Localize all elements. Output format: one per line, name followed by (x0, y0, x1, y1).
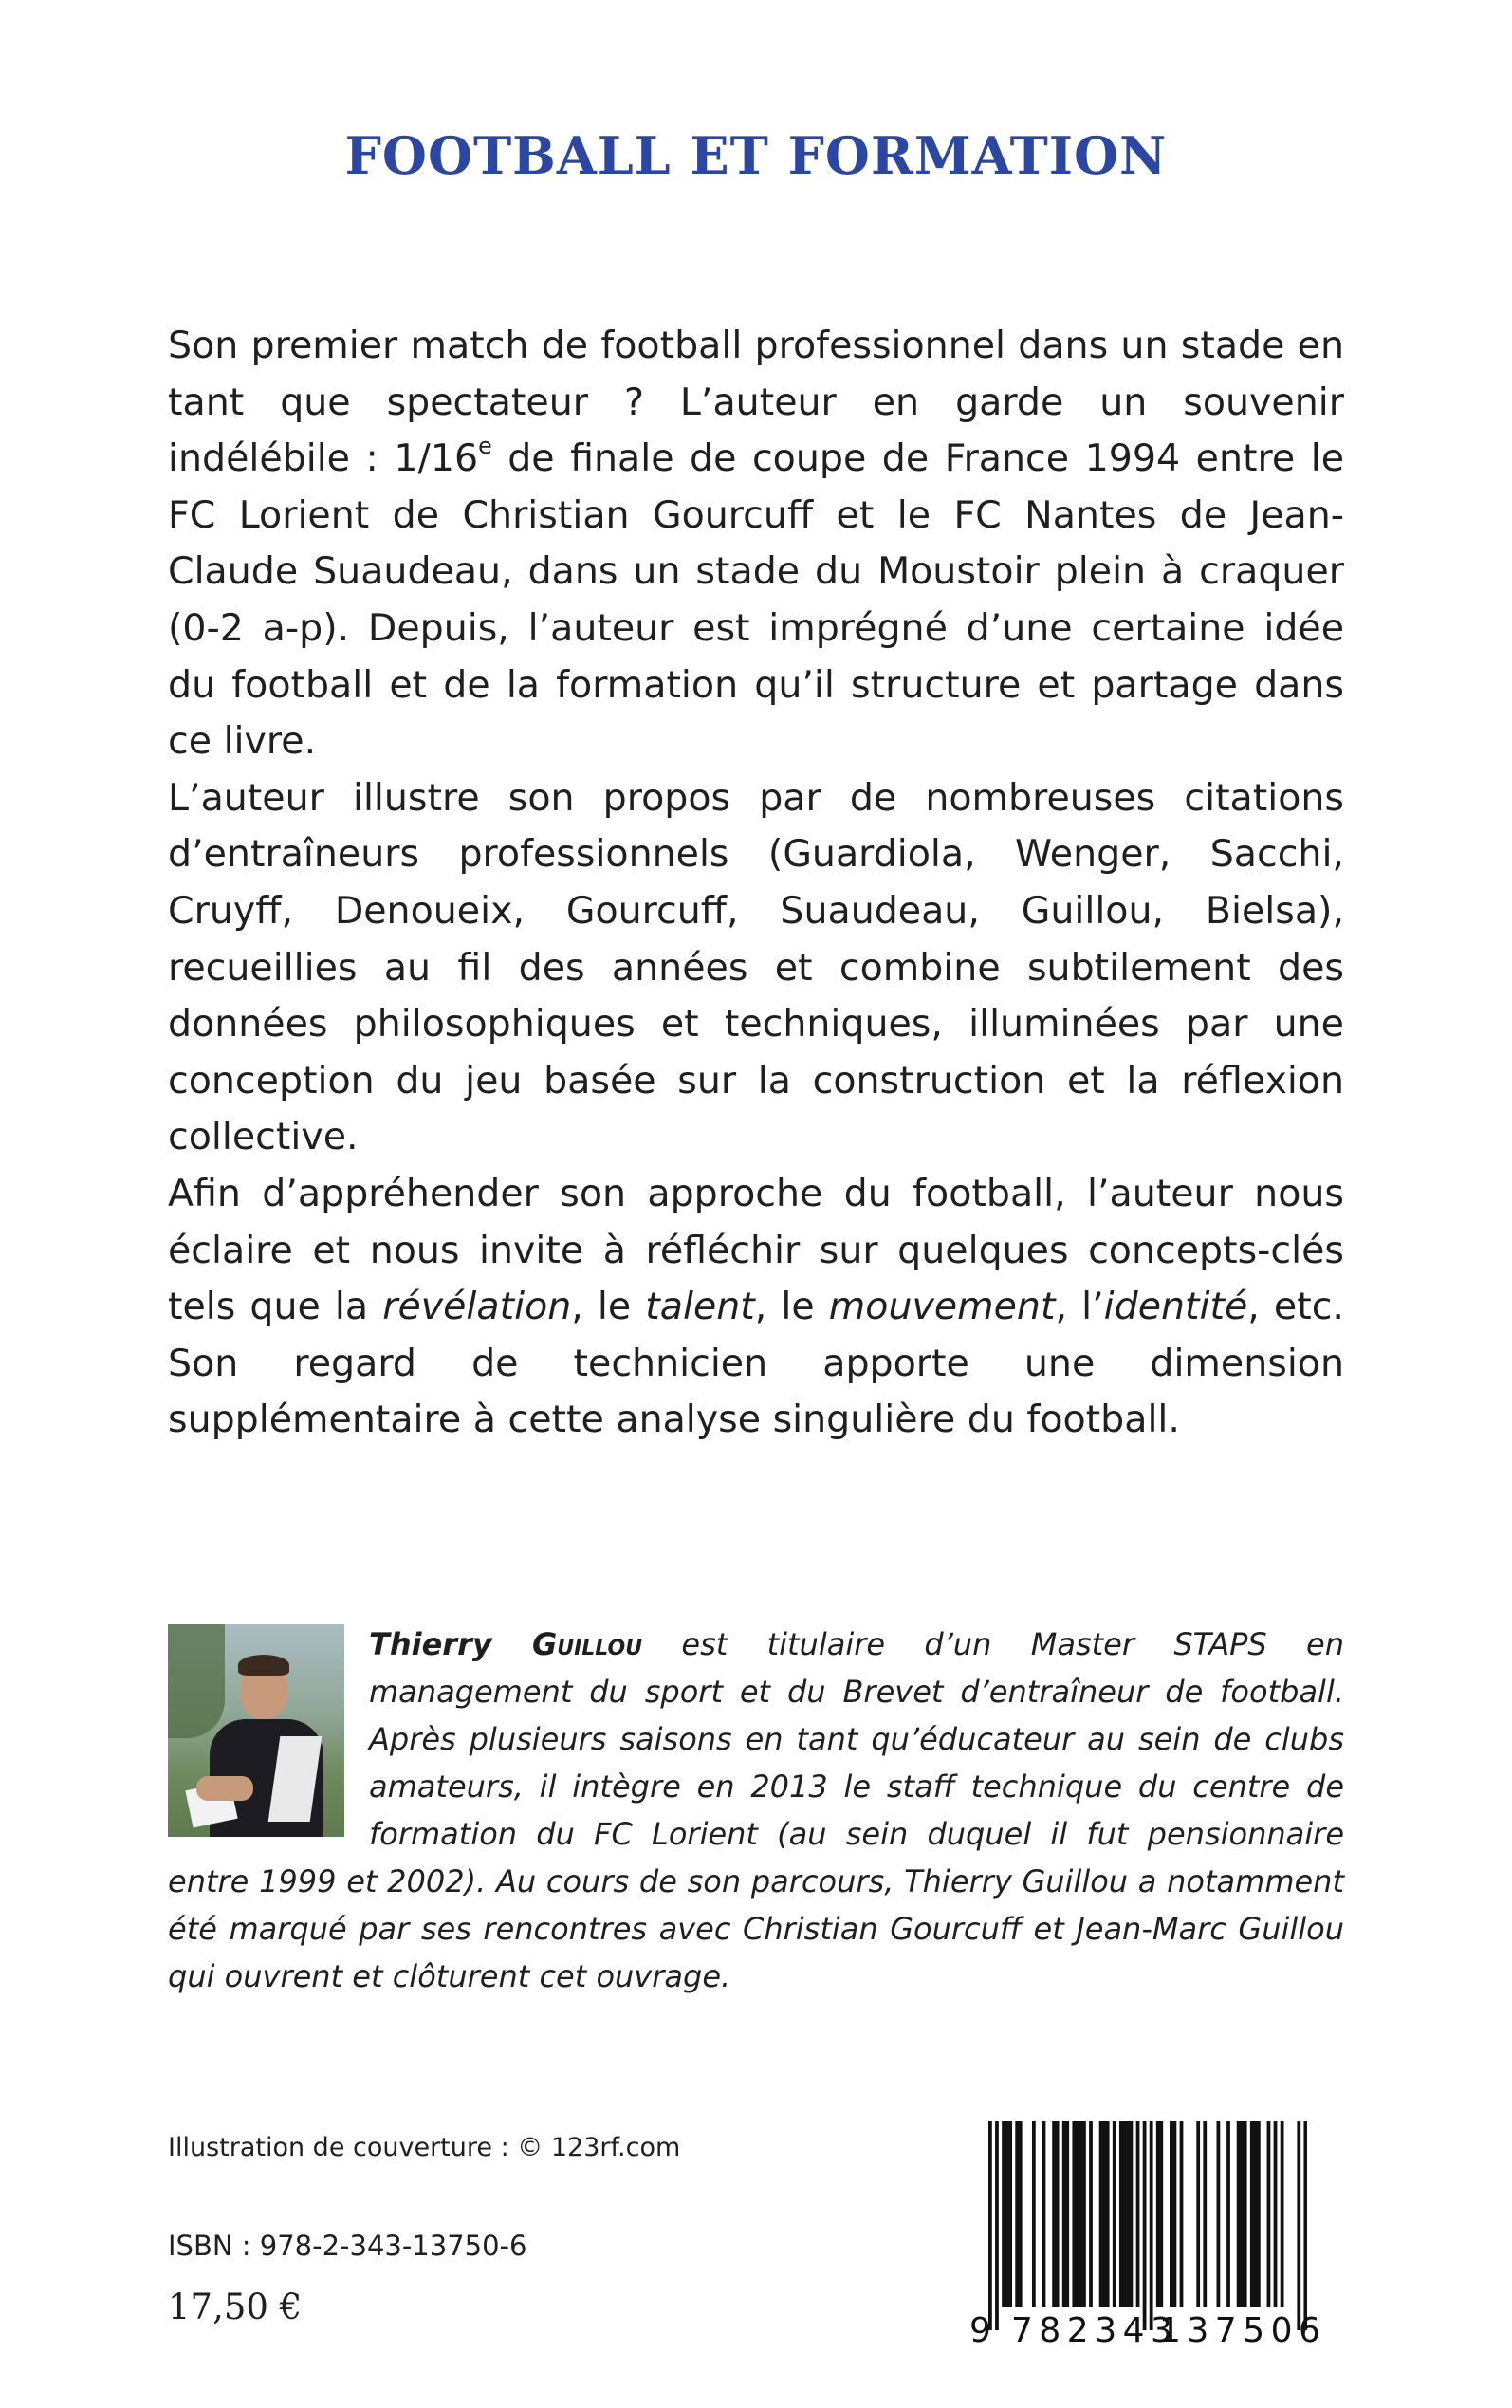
barcode-bar (1159, 2121, 1163, 2307)
barcode-bar (1089, 2121, 1093, 2307)
barcode-digits (969, 2311, 1326, 2353)
barcode-bar (1113, 2121, 1116, 2307)
barcode-right-digits: 137506 (1159, 2311, 1327, 2350)
barcode-bar (1106, 2121, 1110, 2307)
book-title: FOOTBALL ET FORMATION (344, 125, 1168, 186)
barcode-bar (1099, 2121, 1103, 2307)
barcode-bar (1237, 2121, 1241, 2307)
barcode-bar (1079, 2121, 1082, 2307)
barcode-bar (1253, 2121, 1257, 2307)
cover-illustration-credit: Illustration de couverture : © 123rf.com (168, 2133, 681, 2162)
barcode-bar (1076, 2121, 1079, 2307)
author-last-name-initial: G (531, 1626, 558, 1662)
barcode-bar (1267, 2121, 1271, 2307)
barcode-bar (1240, 2121, 1244, 2307)
author-bio (168, 1621, 1344, 2000)
barcode-bar (1065, 2121, 1069, 2307)
barcode-bar (1062, 2121, 1066, 2307)
barcode-bar (1102, 2121, 1106, 2307)
barcode (969, 2112, 1326, 2355)
blurb-paragraph-1: Son premier match de football professionnel dans un stade en tant que spectateur ? L’auteur en garde un souvenir indélébile : 1/16e de finale de coupe de France 1994 entre le FC Lorient de Christian Gourcuff et le FC Nantes de Jean-Claude Suaudeau, dans un stade du Moustoir plein à craquer (0-2 a-p). Depuis, l’auteur est imprégné d’une certaine idée du football et de la formation qu’il structure et partage dans ce livre. (168, 324, 1344, 764)
author-bio-text: est titulaire d’un Master STAPS en management du sport et du Brevet d’entraîneur de football. Après plusieurs saisons en tant qu’éducateur au sein de clubs amateurs, il intègre en 2013 le staff technique du centre de formation du FC Lorient (au sein duquel il fut pensionnaire entre 1999 et 2002). Au cours de son parcours, Thierry Guillou a notamment été marqué par ses rencontres avec Christian Gourcuff et Jean-Marc Guillou qui ouvrent et clôturent cet ouvrage. (168, 1626, 1345, 1994)
barcode-bar (1226, 2121, 1230, 2307)
barcode-bar (1136, 2121, 1140, 2307)
barcode-bar (1002, 2121, 1005, 2307)
barcode-bar (1005, 2121, 1009, 2307)
author-first-name: Thierry (369, 1626, 532, 1662)
barcode-bar (1008, 2121, 1012, 2307)
barcode-bar (1244, 2121, 1247, 2307)
barcode-bar (1052, 2121, 1056, 2307)
barcode-bar (1274, 2121, 1278, 2307)
superscript-e: e (478, 433, 492, 460)
isbn: ISBN : 978-2-343-13750-6 (168, 2230, 527, 2262)
barcode-bar (1072, 2121, 1076, 2307)
barcode-bar (1156, 2121, 1160, 2307)
concept-mouvement: mouvement (828, 1285, 1056, 1329)
barcode-bar (1056, 2121, 1060, 2307)
blurb-paragraph-3: Afin d’appréhender son approche du football, l’auteur nous éclaire et nous invite à réfléchir sur quelques concepts-clés tels que la révélation, le talent, le mouvement, l’identité, etc. Son regard de technicien apporte une dimension supplémentaire à cette analyse singulière du football. (168, 1171, 1344, 1442)
barcode-bar (1130, 2121, 1134, 2307)
barcode-first-digit: 9 (969, 2311, 991, 2350)
barcode-bar (1042, 2121, 1046, 2307)
barcode-bar (1032, 2121, 1036, 2307)
barcode-bar (1019, 2121, 1023, 2307)
barcode-bar (1217, 2121, 1221, 2307)
concept-revelation: révélation (382, 1285, 572, 1329)
barcode-bar (1126, 2121, 1130, 2307)
concept-identite: identité (1103, 1285, 1248, 1329)
barcode-bar (1250, 2121, 1254, 2307)
barcode-bar (1180, 2121, 1184, 2307)
author-last-name-rest: uillou (557, 1626, 643, 1662)
barcode-bar (1203, 2121, 1207, 2307)
barcode-bars (988, 2121, 1307, 2330)
price: 17,50 € (168, 2287, 303, 2327)
barcode-bar (1281, 2121, 1284, 2307)
barcode-guard-bar (995, 2121, 999, 2330)
barcode-guard-bar (1143, 2121, 1147, 2330)
barcode-left-digits: 782343 (1011, 2311, 1179, 2350)
barcode-bar (1119, 2121, 1123, 2307)
barcode-bar (1257, 2121, 1261, 2307)
concept-talent: talent (645, 1285, 755, 1329)
author-photo (168, 1624, 344, 1837)
barcode-bar (1173, 2121, 1177, 2307)
barcode-guard-bar (1150, 2121, 1153, 2330)
blurb-paragraph-2: L’auteur illustre son propos par de nombreuses citations d’entraîneurs professionnels (Guardiola, Wenger, Sacchi, Cruyff, Denoueix, Gourcuff, Suaudeau, Guillou, Bielsa), recueillies au fil des années et combine subtilement des données philosophiques et techniques, illuminées par une conception du jeu basée sur la construction et la réflexion collective. (168, 775, 1344, 1159)
barcode-bar (1122, 2121, 1126, 2307)
barcode-bar (1082, 2121, 1086, 2307)
barcode-guard-bar (1303, 2121, 1307, 2330)
barcode-guard-bar (988, 2121, 992, 2330)
back-cover-blurb (168, 318, 1344, 1449)
barcode-bar (1015, 2121, 1019, 2307)
barcode-guard-bar (1297, 2121, 1300, 2330)
barcode-bar (1196, 2121, 1200, 2307)
barcode-bar (1170, 2121, 1173, 2307)
